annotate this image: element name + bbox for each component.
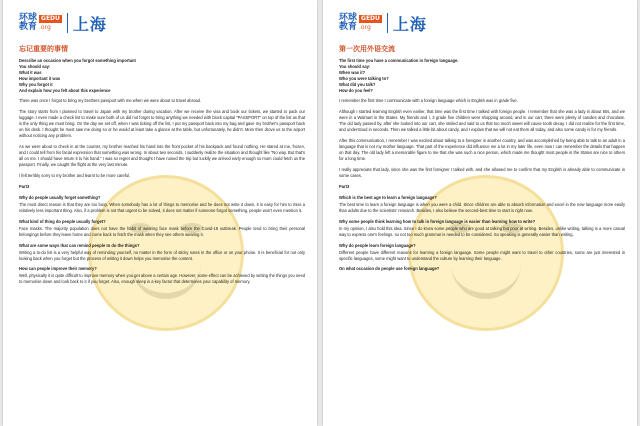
cue-line: Who you were talking to? <box>339 75 389 81</box>
left-page <box>3 0 317 426</box>
part-label: Part3 <box>339 184 350 190</box>
answer-paragraph: As we were about to check in at the counter, my brother reached his hand into the front pocket of his backpack and found nothing. He stared at me, frozen, and I could tell from his facial expression that something was wrong. In about two seconds, I suddenly realize the situation and thought like "No way. But that's all on me. I should have return it to his hand." I was so regret and thought I have ruined the trip but luckily we arrived early enough so mom could fetch us the passport. Finally, we caught the flight at the very last minute. <box>19 143 305 167</box>
question: On what occasion do people use foreign language? <box>339 266 440 272</box>
question: What are some ways that can remind people to do the things? <box>19 242 140 248</box>
answer-paragraph: There was once I forgot to bring my brothers passport with me when we were about to travel abroad. <box>19 98 202 104</box>
gedu-logo: 环球 GEDU 教育 .org 上海 <box>19 13 107 34</box>
page-title: 忘记重要的事情 <box>19 45 68 53</box>
question: Which is the best age to learn a foreign language? <box>339 195 437 201</box>
cue-line: When was it? <box>339 69 366 75</box>
cue-line: And explain how you felt about this experience <box>19 87 111 93</box>
cue-line: How do you feel? <box>339 87 373 93</box>
answer-paragraph: Writing a to-do list is a very helpful way of reminding yourself, no matter in the form of sticky notes in the office or on your phone. It is beneficial for not only looking back when you forget but the process of writing it down helps you memorise the content. <box>19 249 305 261</box>
page-title: 第一次用外语交流 <box>339 45 395 53</box>
gedu-logo: 环球 GEDU 教育 .org 上海 <box>339 13 427 34</box>
cue-line: You should say: <box>19 63 51 69</box>
answer-paragraph: The best time to learn a foreign language is when you were a child. Since children are able to absorb information and excel in the new language more easily than adults due to the scientists' research. Besides, I also believe the second-best time to start is right now. <box>339 202 625 214</box>
answer-paragraph: Although I started learning English even earlier, that time was the first time I talked with foreign people. I remember that she was a lady in about 60s, and we were in a Walmart in the States. My friends and I, 3 grade five children were shopping around, and in our cart, there were plenty of candies and chocolate. The old lady passed by, after she looked into our cart, she smiled and said to us that too much sweet will cause tooth decay. I did not realize for the first time, and understood in seconds. Then we talked a little bit about candy, and I explain that we will not eat them all today, and also some candy is for my friends. <box>339 109 625 133</box>
cue-line: The first time you have a communication in foreign language. <box>339 58 459 63</box>
answer-paragraph: I really appreciate that lady, since she was the first foreigner I talked with, and she allowed me to confirm that my English is already able to communicate in some cases. <box>339 166 625 178</box>
answer-paragraph: The story starts from I planned to travel to Japan with my brother during vacation. After we receive the visa and book our tickets, we started to pack our luggage. I even made a check list to make sure both of us did not forget to bring anything we needed with block capital "PASSPORT" on top of the list as that is the only thing we must bring. On the day we set off, when I was ticking off the list, I put my passport back into my bag and gave my brother's passport back on his desk. I thought he must saw me doing so or he would at least take a glance at the table, but unfortunately, he didn't. Mom then drove us to the airport without noticing any problem. <box>19 109 305 138</box>
question: What kind of thing do people usually forget? <box>19 219 106 225</box>
answer-paragraph: In my opinion, I also hold this idea. Since I do know some people who are good at talking but poor at writing. Besides, unlike writing, talking is a more casual way to express one's feelings, so not too much grammar is needed to be considered. So speaking is generally easier than writing. <box>339 225 625 237</box>
left-body <box>19 58 305 290</box>
cue-line: What it was <box>19 69 42 75</box>
cue-line: You should say: <box>339 63 371 69</box>
question: Why some people think learning how to talk in foreign language is easier than learning how to write? <box>339 219 536 225</box>
answer-paragraph: I remember the first time I communicate with a foreign language which is English was in grade five. <box>339 98 518 104</box>
answer-paragraph: Different people have different reasons for learning a foreign language. Some people might want to travel to other countries, some are just interested in specific languages, some might want to understand the culture by learning their language. <box>339 249 625 261</box>
answer-paragraph: Face masks. The majority population does not have the habit of wearing face mask before the Covid-19 outbreak. People tend to bring their personal belongings before they leave home and come back to fetch the mask when they see others wearing it. <box>19 225 305 237</box>
answer-paragraph: I felt terribly sorry to my brother and learnt to be more careful. <box>19 172 131 178</box>
question: How can people improve their memory? <box>19 266 97 272</box>
answer-paragraph: The most direct reason is that they are too busy. When somebody has a lot of things to memorise and he does not write it down, it is easy for him to miss a relatively less important thing. Also, if a problem is not that urgent to be solved, it does not matter if someone forgot something, people won't even mention it. <box>19 202 305 214</box>
cue-line: Why you forgot it <box>19 81 53 87</box>
part-label: Part3 <box>19 184 30 190</box>
cue-line: What did you talk? <box>339 81 376 87</box>
cue-card <box>339 58 625 93</box>
answer-paragraph: Well, physically it is quite difficult to improve memory when you get above a certain age. However, some effect can be achieved by writing the things you need to memorise down and look back to it if you forget. Also, enough sleep is a key factor that determines your capability of memory. <box>19 273 305 285</box>
right-page <box>323 0 637 426</box>
answer-paragraph: After this communication, I remember I was excited about talking to a foreigner in another country, and was accomplished by being able to talk to an adult in a language that is not my mother language. That part of the experience did influence me a lot in my later life, even now I can remember the details that happen on that day. The old lady left a memorable figure to me that she was such a nice person, which made me thought most people in the States are nice to others for a long time. <box>339 137 625 161</box>
question: Why do people learn foreign language? <box>339 242 416 248</box>
cue-line: Describe an occasion when you forgot something important <box>19 58 136 63</box>
cue-line: How important it was <box>19 75 61 81</box>
right-body <box>339 58 625 273</box>
question: Why do people usually forget something? <box>19 195 101 201</box>
cue-card <box>19 58 305 93</box>
